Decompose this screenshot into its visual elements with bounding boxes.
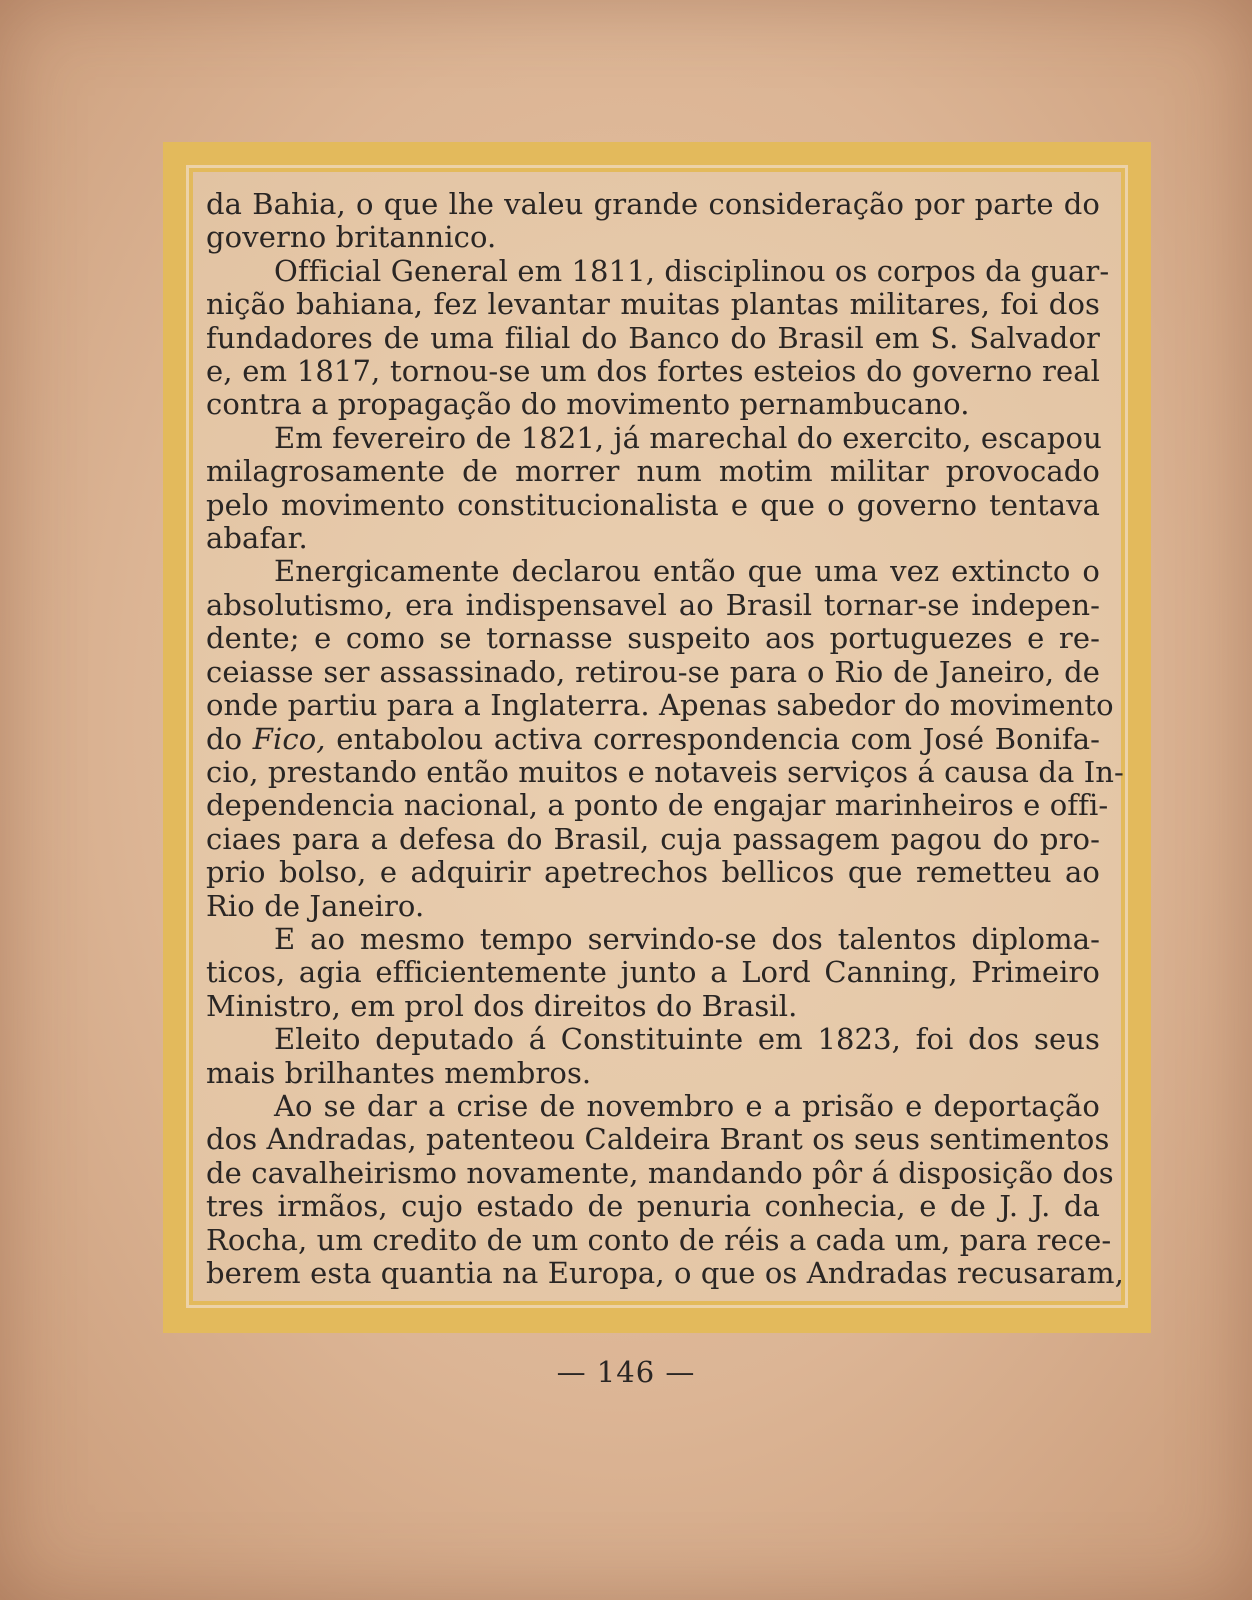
fico-word: Fico, [252, 721, 326, 756]
text-line: dependencia nacional, a ponto de engajar marinheiros e offi- [206, 788, 1109, 823]
text-line: onde partiu para a Inglaterra. Apenas sabedor do movimento [206, 688, 1114, 723]
text-line: Rocha, um credito de um conto de réis a cada um, para rece- [206, 1222, 1112, 1257]
text-line: Official General em 1811, disciplinou os corpos da guar- [274, 253, 1110, 288]
text-line: contra a propagação do movimento pernambucano. [206, 387, 970, 422]
text-line: cio, prestando então muitos e notaveis serviços á causa da In- [206, 754, 1124, 789]
text-line: dente; e como se tornasse suspeito aos portuguezes e re- [206, 621, 1100, 656]
body-text [206, 187, 1124, 1290]
text-line: Eleito deputado á Constituinte em 1823, foi dos seus [274, 1022, 1100, 1057]
fico-prefix: do [206, 721, 243, 756]
text-line: Em fevereiro de 1821, já marechal do exercito, escapou [274, 420, 1102, 455]
text-line: mais brilhantes membros. [206, 1055, 592, 1090]
text-line: Ministro, em prol dos direitos do Brasil. [206, 988, 798, 1023]
text-line: da Bahia, o que lhe valeu grande consideração por parte do [206, 187, 1100, 221]
text-line: pelo movimento constitucionalista e que o governo tentava [206, 487, 1100, 522]
text-line: dos Andradas, patenteou Caldeira Brant os seus sentimentos [206, 1122, 1110, 1157]
text-line: abafar. [206, 521, 308, 556]
text-line: berem esta quantia na Europa, o que os Andradas recusaram, [206, 1256, 1124, 1290]
text-line: milagrosamente de morrer num motim militar provocado [206, 454, 1100, 489]
text-line: e, em 1817, tornou-se um dos fortes esteios do governo real [206, 354, 1100, 389]
text-line: fundadores de uma filial do Banco do Brasil em S. Salvador [206, 320, 1100, 355]
text-line: Energicamente declarou então que uma vez extincto o [274, 554, 1100, 589]
text-line-fico [206, 723, 1100, 756]
text-line: ticos, agia efficientemente junto a Lord Canning, Primeiro [206, 955, 1100, 990]
text-line: governo britannico. [206, 220, 497, 255]
text-line: Rio de Janeiro. [206, 888, 425, 923]
text-line: de cavalheirismo novamente, mandando pôr á disposição dos [206, 1155, 1114, 1190]
text-line: nição bahiana, fez levantar muitas plantas militares, foi dos [206, 287, 1100, 322]
text-line: absolutismo, era indispensavel ao Brasil tornar-se indepen- [206, 587, 1100, 622]
text-line: tres irmãos, cujo estado de penuria conhecia, e de J. J. da [206, 1189, 1100, 1224]
text-line: Ao se dar a crise de novembro e a prisão e deportação [274, 1088, 1100, 1123]
fico-rest: entabolou activa correspondencia com José Bonifa- [336, 721, 1100, 756]
text-line: ciaes para a defesa do Brasil, cuja passagem pagou do pro- [206, 821, 1100, 856]
text-line: E ao mesmo tempo servindo-se dos talentos diploma- [274, 921, 1100, 956]
text-line: prio bolso, e adquirir apetrechos bellicos que remetteu ao [206, 855, 1100, 890]
page-number: — 146 — [556, 1355, 696, 1389]
text-line: ceiasse ser assassinado, retirou-se para o Rio de Janeiro, de [206, 654, 1100, 689]
